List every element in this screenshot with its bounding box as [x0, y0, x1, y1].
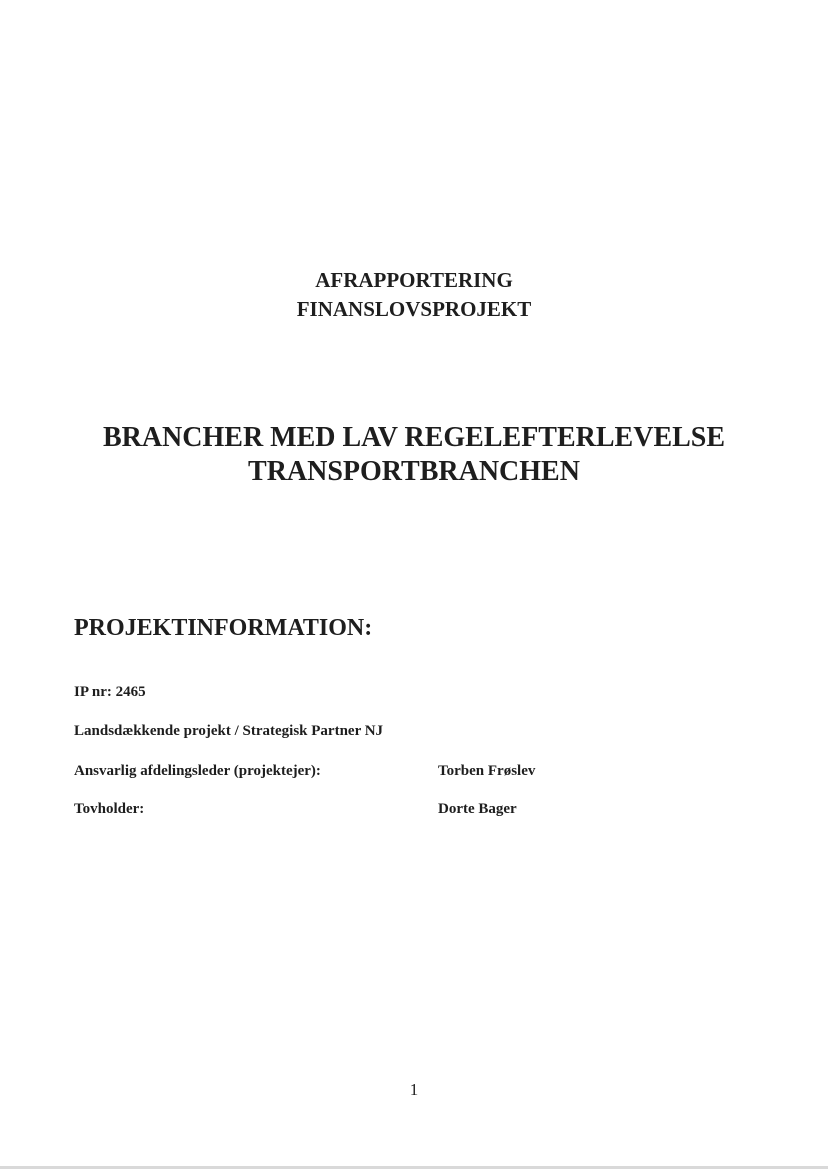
ip-number: IP nr: 2465 [74, 684, 146, 700]
document-title [0, 421, 828, 489]
document-title-line-1: BRANCHER MED LAV REGELEFTERLEVELSE [102, 422, 726, 453]
keeper-row [74, 800, 517, 818]
document-title-line-2: TRANSPORTBRANCHEN [248, 456, 580, 487]
page-number: 1 [409, 1080, 419, 1099]
report-type-label [0, 266, 828, 324]
keeper-label: Tovholder: [74, 801, 145, 817]
ip-number-row [74, 683, 146, 701]
keeper-value: Dorte Bager [438, 801, 517, 817]
project-type: Landsdækkende projekt / Strategisk Partner NJ [74, 723, 384, 739]
manager-row [74, 762, 536, 780]
section-heading: PROJEKTINFORMATION: [74, 615, 373, 641]
report-type-line-2: FINANSLOVSPROJEKT [296, 297, 532, 321]
project-type-row [74, 722, 383, 740]
manager-label: Ansvarlig afdelingsleder (projektejer): [74, 763, 321, 779]
manager-value: Torben Frøslev [438, 763, 536, 779]
report-type-line-1: AFRAPPORTERING [315, 268, 513, 292]
